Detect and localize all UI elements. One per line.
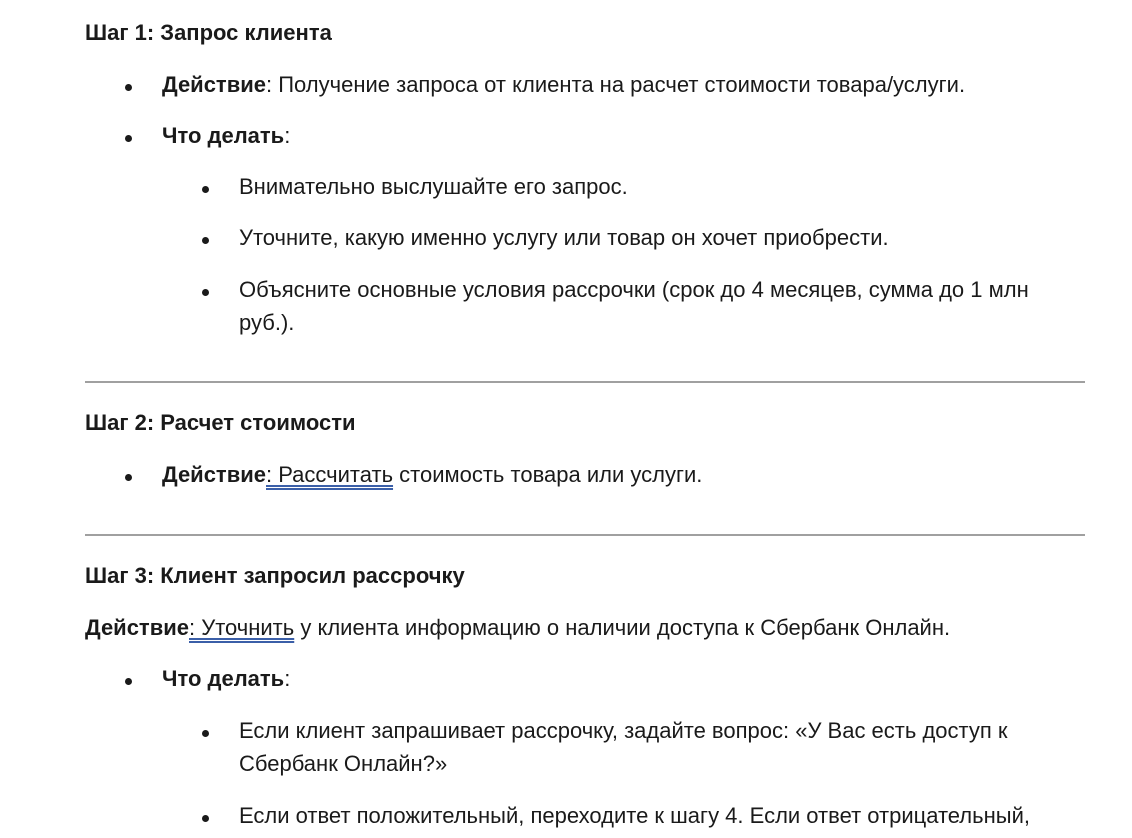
step2-action (162, 458, 702, 491)
bullet-icon (125, 474, 132, 481)
step1-todo-colon: : (284, 123, 291, 148)
step1-item-2: Уточните, какую именно услугу или товар он хочет приобрести. (239, 225, 889, 250)
bullet-icon (202, 186, 209, 193)
step3-item-2: Если ответ положительный, переходите к шагу 4. Если ответ отрицательный, (239, 803, 1030, 828)
step1-action (162, 68, 965, 101)
bullet-icon (202, 289, 209, 296)
step3-todo-label: Что делать (162, 666, 285, 691)
step3-action-marked: : Уточнить (189, 615, 295, 640)
step1-todo-label: Что делать (162, 123, 285, 148)
step2-action-marked: : Рассчитать (266, 462, 394, 487)
step1-heading: Шаг 1: Запрос клиента (85, 20, 332, 45)
step3-heading: Шаг 3: Клиент запросил рассрочку (85, 563, 465, 588)
step1-item-3: Объясните основные условия рассрочки (срок до 4 месяцев, сумма до 1 млн руб.). (239, 277, 1029, 335)
step2-heading: Шаг 2: Расчет стоимости (85, 410, 356, 435)
section-divider (85, 534, 1085, 536)
step1-action-label: Действие (162, 72, 266, 97)
step1-item-1: Внимательно выслушайте его запрос. (239, 174, 628, 199)
step3-action (85, 611, 950, 644)
step2-action-label: Действие (162, 462, 266, 487)
bullet-icon (202, 815, 209, 822)
step1-todo (162, 119, 290, 152)
step2-action-rest: стоимость товара или услуги. (393, 462, 703, 487)
step1-action-text: : Получение запроса от клиента на расчет стоимости товара/услуги. (266, 72, 966, 97)
step3-todo (162, 662, 290, 695)
section-divider (85, 381, 1085, 383)
bullet-icon (202, 237, 209, 244)
bullet-icon (125, 678, 132, 685)
step3-action-rest: у клиента информацию о наличии доступа к Сбербанк Онлайн. (294, 615, 951, 640)
step3-todo-colon: : (284, 666, 291, 691)
step3-item-1: Если клиент запрашивает рассрочку, задайте вопрос: «У Вас есть доступ к Сбербанк Онлайн?» (239, 718, 1008, 776)
bullet-icon (202, 730, 209, 737)
bullet-icon (125, 84, 132, 91)
bullet-icon (125, 135, 132, 142)
step3-action-label: Действие (85, 615, 189, 640)
